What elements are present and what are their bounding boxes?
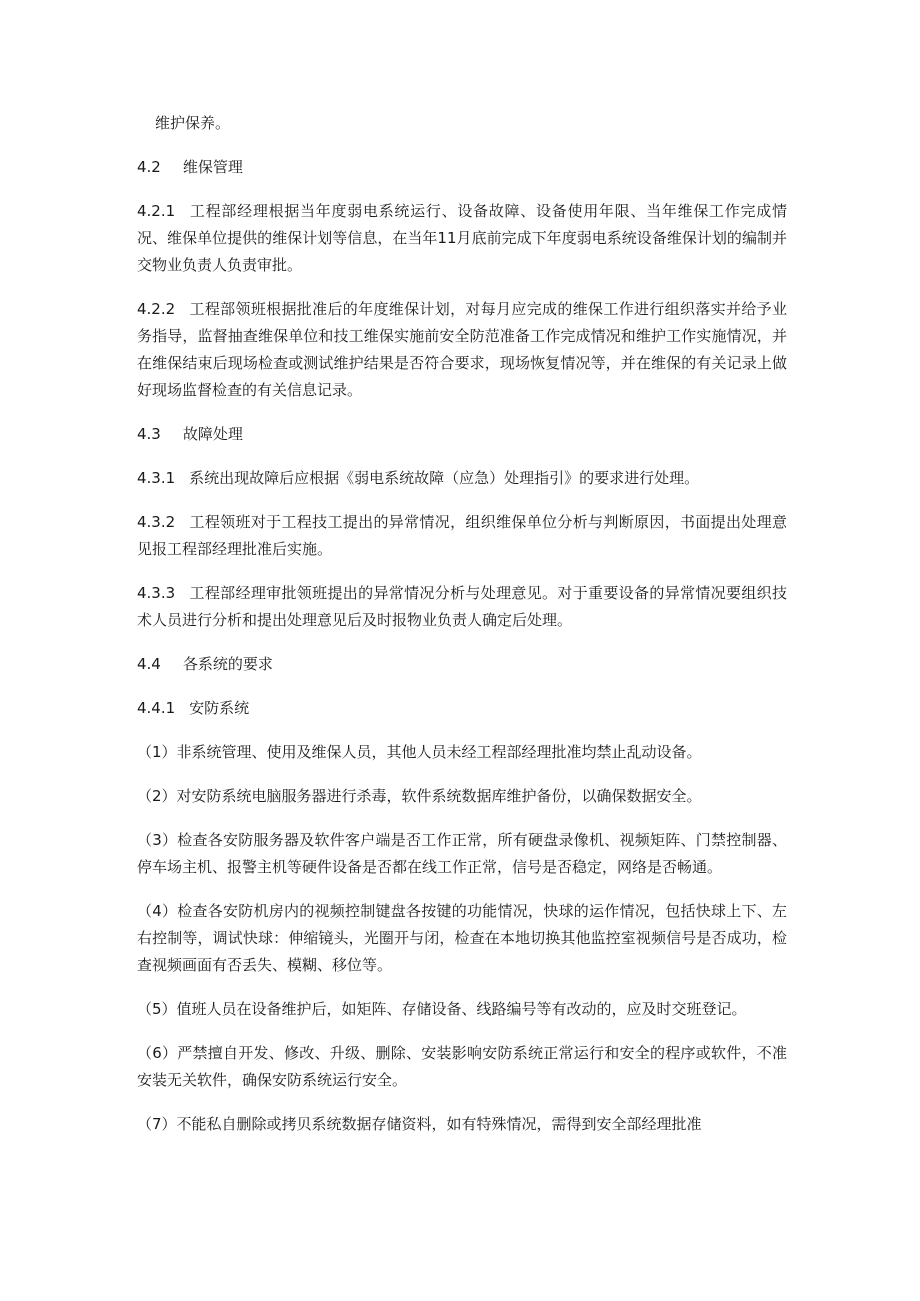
paragraph-4-2-2 <box>137 296 787 404</box>
section-4-2-heading <box>137 154 787 181</box>
clause-number: 4.3.1 <box>137 469 176 487</box>
list-item: （5）值班人员在设备维护后，如矩阵、存储设备、线路编号等有改动的，应及时交班登记。 <box>137 1000 747 1018</box>
clause-text: 工程部经理根据当年度弱电系统运行、设备故障、设备使用年限、当年维保工作完成情况、维保单位提供的维保计划等信息，在当年11月底前完成下年度弱电系统设备维保计划的编制并交物业负责人负责审批。 <box>137 202 787 274</box>
section-number: 4.3 <box>137 425 161 443</box>
clause-text: 系统出现故障后应根据《弱电系统故障（应急）处理指引》的要求进行处理。 <box>189 469 700 487</box>
section-title: 故障处理 <box>182 425 243 443</box>
list-item: （7）不能私自删除或拷贝系统数据存储资料，如有特殊情况，需得到安全部经理批准 <box>137 1115 702 1133</box>
clause-text: 工程领班对于工程技工提出的异常情况，组织维保单位分析与判断原因，书面提出处理意见报工程部经理批准后实施。 <box>137 513 787 558</box>
section-number: 4.2 <box>137 158 161 176</box>
clause-number: 4.2.1 <box>137 202 176 220</box>
paragraph-4-2-1 <box>137 198 787 279</box>
section-4-4-heading <box>137 651 787 678</box>
list-item: （1）非系统管理、使用及维保人员，其他人员未经工程部经理批准均禁止乱动设备。 <box>137 743 702 761</box>
list-item: （4）检查各安防机房内的视频控制键盘各按键的功能情况，快球的运作情况，包括快球上下、左右控制等，调试快球：伸缩镜头，光圈开与闭，检查在本地切换其他监控室视频信号是否成功，检查视频画面有否丢失、模糊、移位等。 <box>137 902 787 974</box>
section-number: 4.4 <box>137 655 161 673</box>
section-title: 维保管理 <box>182 158 243 176</box>
clause-number: 4.4.1 <box>137 699 176 717</box>
paragraph-4-3-2 <box>137 509 787 563</box>
clause-number: 4.2.2 <box>137 300 176 318</box>
section-title: 安防系统 <box>189 699 250 717</box>
paragraph-4-3-3 <box>137 580 787 634</box>
section-4-4-1-heading <box>137 695 787 722</box>
document-page <box>137 110 787 1138</box>
list-item: （2）对安防系统电脑服务器进行杀毒，软件系统数据库维护备份，以确保数据安全。 <box>137 787 702 805</box>
clause-number: 4.3.3 <box>137 584 176 602</box>
list-item: （3）检查各安防服务器及软件客户端是否工作正常，所有硬盘录像机、视频矩阵、门禁控制器、停车场主机、报警主机等硬件设备是否都在线工作正常，信号是否稳定，网络是否畅通。 <box>137 831 787 876</box>
list-item: （6）严禁擅自开发、修改、升级、删除、安装影响安防系统正常运行和安全的程序或软件，不准安装无关软件，确保安防系统运行安全。 <box>137 1044 787 1089</box>
continuation-text: 维护保养。 <box>155 114 231 132</box>
clause-number: 4.3.2 <box>137 513 176 531</box>
clause-text: 工程部经理审批领班提出的异常情况分析与处理意见。对于重要设备的异常情况要组织技术人员进行分析和提出处理意见后及时报物业负责人确定后处理。 <box>137 584 787 629</box>
paragraph-4-3-1 <box>137 465 787 492</box>
section-title: 各系统的要求 <box>182 655 273 673</box>
clause-text: 工程部领班根据批准后的年度维保计划，对每月应完成的维保工作进行组织落实并给予业务指导，监督抽查维保单位和技工维保实施前安全防范准备工作完成情况和维护工作实施情况，并在维保结束后现场检查或测试维护结果是否符合要求，现场恢复情况等，并在维保的有关记录上做好现场监督检查的有关信息记录。 <box>137 300 787 399</box>
section-4-3-heading <box>137 421 787 448</box>
